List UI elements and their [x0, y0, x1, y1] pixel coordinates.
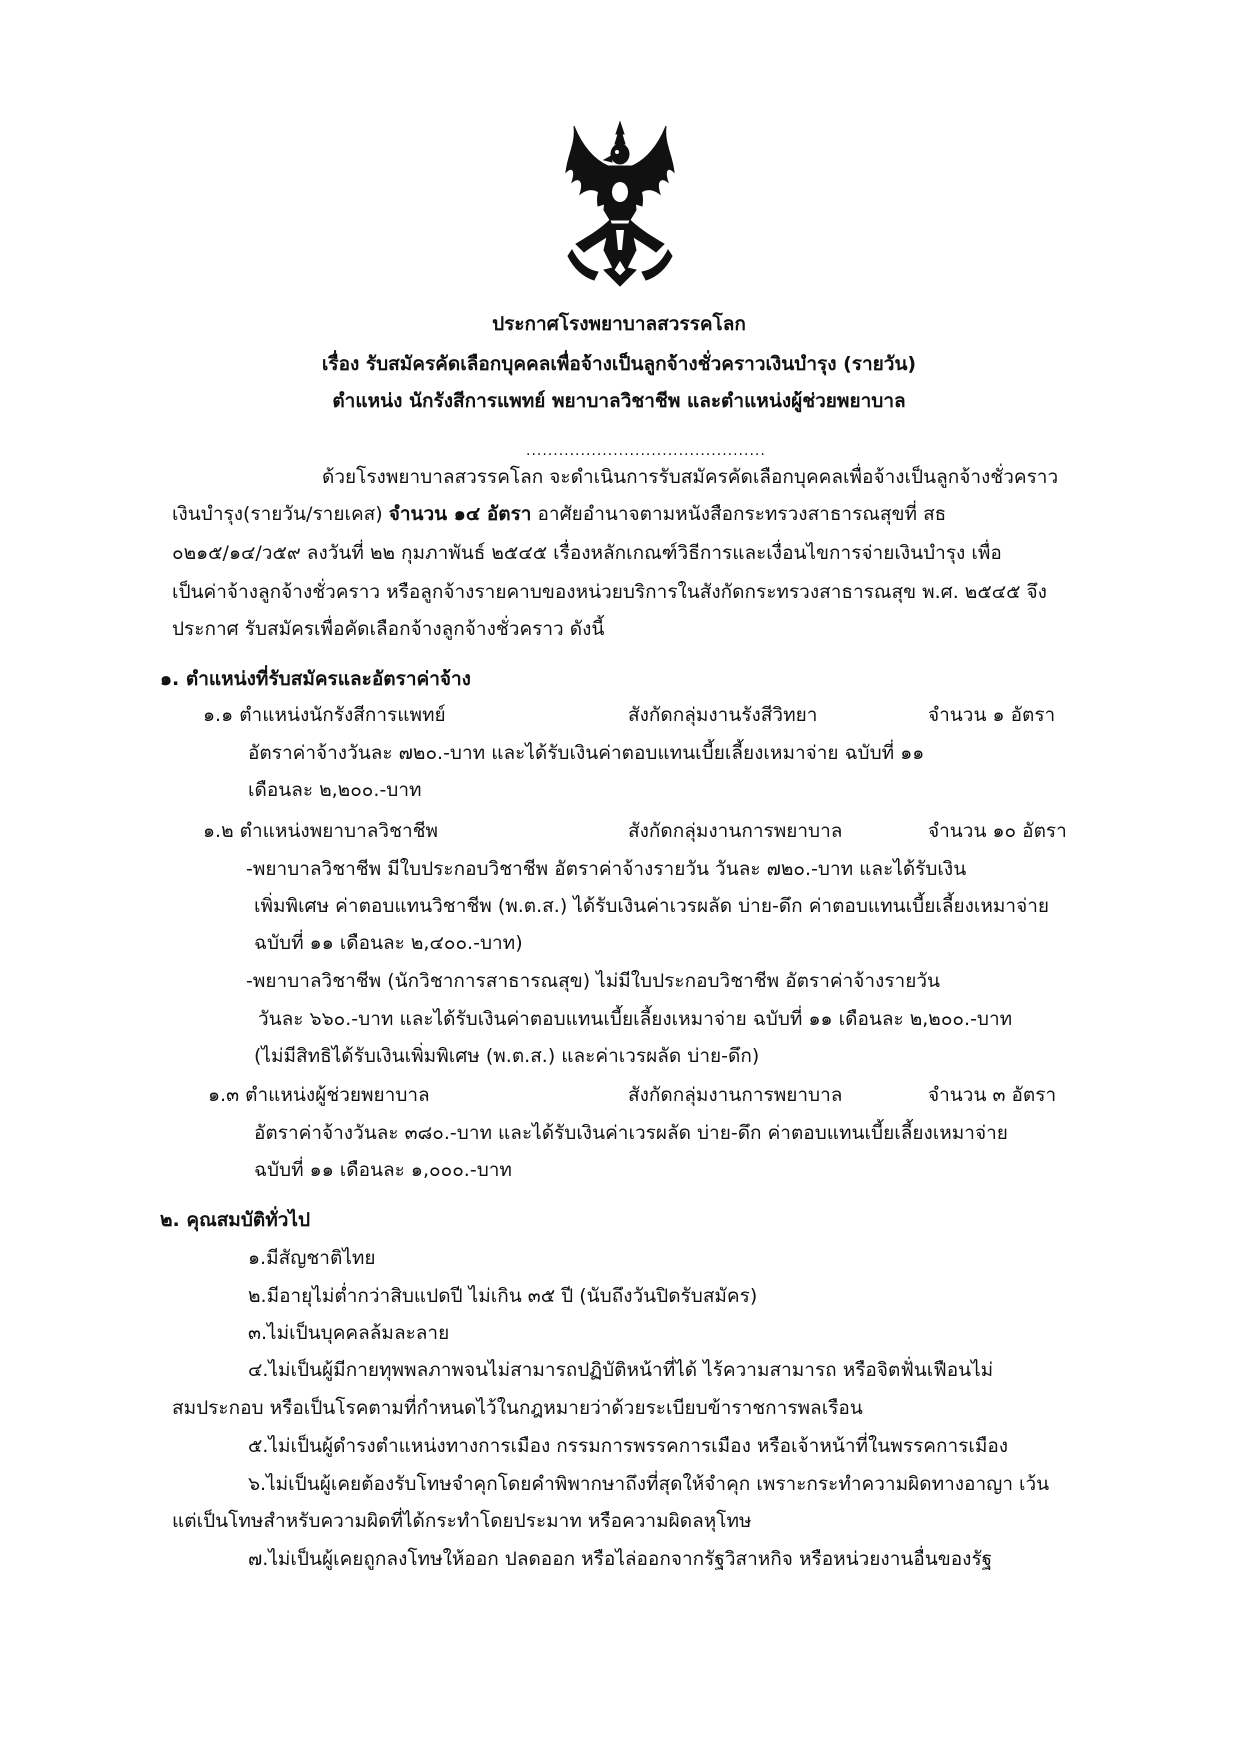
announcement-title: ประกาศโรงพยาบาลสวรรคโลก	[492, 313, 746, 335]
qualification-item: ๖.ไม่เป็นผู้เคยต้องรับโทษจำคุกโดยคำพิพากษาถึงที่สุดให้จำคุก เพราะกระทำความผิดทางอาญา เว้น	[248, 1473, 1050, 1495]
qualification-item: ๒.มีอายุไม่ต่ำกว่าสิบแปดปี ไม่เกิน ๓๕ ปี (นับถึงวันปิดรับสมัคร)	[248, 1285, 758, 1307]
qualification-item: สมประกอบ หรือเป็นโรคตามที่กำหนดไว้ในกฎหมายว่าด้วยระเบียบข้าราชการพลเรือน	[172, 1397, 863, 1419]
announcement-positions: ตำแหน่ง นักรังสีการแพทย์ พยาบาลวิชาชีพ และตำแหน่งผู้ช่วยพยาบาล	[332, 390, 906, 412]
position-title: ๑.๑ ตำแหน่งนักรังสีการแพทย์	[203, 704, 446, 726]
garuda-emblem-icon	[564, 120, 676, 290]
position-group: สังกัดกลุ่มงานรังสีวิทยา	[628, 704, 818, 726]
position-title: ๑.๒ ตำแหน่งพยาบาลวิชาชีพ	[203, 820, 439, 842]
position-count: จำนวน ๓ อัตรา	[928, 1084, 1057, 1106]
position-detail: เพิ่มพิเศษ ค่าตอบแทนวิชาชีพ (พ.ต.ส.) ได้รับเงินค่าเวรผลัด บ่าย-ดึก ค่าตอบแทนเบี้ยเลี้ยงเหมาจ่าย	[254, 895, 1050, 917]
position-title: ๑.๓ ตำแหน่งผู้ช่วยพยาบาล	[208, 1084, 430, 1106]
section-heading: ๑. ตำแหน่งที่รับสมัครและอัตราค่าจ้าง	[160, 668, 471, 690]
position-group: สังกัดกลุ่มงานการพยาบาล	[628, 1084, 843, 1106]
position-detail: วันละ ๖๖๐.-บาท และได้รับเงินค่าตอบแทนเบี้ยเลี้ยงเหมาจ่าย ฉบับที่ ๑๑ เดือนละ ๒,๒๐๐.-บาท	[258, 1008, 1013, 1030]
position-detail: ฉบับที่ ๑๑ เดือนละ ๒,๔๐๐.-บาท)	[254, 932, 523, 954]
qualification-item: ๑.มีสัญชาติไทย	[248, 1247, 376, 1269]
position-detail: -พยาบาลวิชาชีพ มีใบประกอบวิชาชีพ อัตราค่าจ้างรายวัน วันละ ๗๒๐.-บาท และได้รับเงิน	[246, 858, 967, 880]
position-detail: อัตราค่าจ้างวันละ ๗๒๐.-บาท และได้รับเงินค่าตอบแทนเบี้ยเลี้ยงเหมาจ่าย ฉบับที่ ๑๑	[248, 742, 925, 764]
announcement-subject: เรื่อง รับสมัครคัดเลือกบุคคลเพื่อจ้างเป็นลูกจ้างชั่วคราวเงินบำรุง (รายวัน)	[321, 353, 917, 375]
header-divider: ............................................	[526, 443, 766, 459]
intro-line: ด้วยโรงพยาบาลสวรรคโลก จะดำเนินการรับสมัครคัดเลือกบุคคลเพื่อจ้างเป็นลูกจ้างชั่วคราว	[322, 466, 1059, 488]
position-detail: อัตราค่าจ้างวันละ ๓๘๐.-บาท และได้รับเงินค่าเวรผลัด บ่าย-ดึก ค่าตอบแทนเบี้ยเลี้ยงเหมาจ่าย	[254, 1122, 1008, 1144]
qualification-item: ๕.ไม่เป็นผู้ดำรงตำแหน่งทางการเมือง กรรมการพรรคการเมือง หรือเจ้าหน้าที่ในพรรคการเมือง	[248, 1435, 1009, 1457]
position-detail: (ไม่มีสิทธิได้รับเงินเพิ่มพิเศษ (พ.ต.ส.) และค่าเวรผลัด บ่าย-ดึก)	[254, 1045, 760, 1067]
section-heading: ๒. คุณสมบัติทั่วไป	[160, 1209, 311, 1231]
intro-line: เงินบำรุง(รายวัน/รายเคส) จำนวน ๑๔ อัตรา อาศัยอำนาจตามหนังสือกระทรวงสาธารณสุขที่ สธ	[172, 503, 947, 525]
position-count: จำนวน ๑ อัตรา	[928, 704, 1056, 726]
intro-line: ประกาศ รับสมัครเพื่อคัดเลือกจ้างลูกจ้างชั่วคราว ดังนี้	[172, 618, 605, 640]
qualification-item: ๔.ไม่เป็นผู้มีกายทุพพลภาพจนไม่สามารถปฏิบัติหน้าที่ได้ ไร้ความสามารถ หรือจิตฟั่นเฟือนไม่	[248, 1359, 994, 1381]
intro-line: เป็นค่าจ้างลูกจ้างชั่วคราว หรือลูกจ้างรายคาบของหน่วยบริการในสังกัดกระทรวงสาธารณสุข พ.ศ. ๒๕๔๕ จึง	[172, 581, 1047, 603]
position-group: สังกัดกลุ่มงานการพยาบาล	[628, 820, 843, 842]
position-count: จำนวน ๑๐ อัตรา	[928, 820, 1067, 842]
qualification-item: ๗.ไม่เป็นผู้เคยถูกลงโทษให้ออก ปลดออก หรือไล่ออกจากรัฐวิสาหกิจ หรือหน่วยงานอื่นของรัฐ	[248, 1548, 993, 1570]
position-detail: เดือนละ ๒,๒๐๐.-บาท	[248, 779, 422, 801]
position-detail: ฉบับที่ ๑๑ เดือนละ ๑,๐๐๐.-บาท	[254, 1159, 512, 1181]
qualification-item: ๓.ไม่เป็นบุคคลล้มละลาย	[248, 1322, 450, 1344]
position-detail: -พยาบาลวิชาชีพ (นักวิชาการสาธารณสุข) ไม่มีใบประกอบวิชาชีพ อัตราค่าจ้างรายวัน	[246, 970, 940, 992]
qualification-item: แต่เป็นโทษสำหรับความผิดที่ได้กระทำโดยประมาท หรือความผิดลหุโทษ	[172, 1510, 752, 1532]
intro-line: ๐๒๑๕/๑๔/ว๕๙ ลงวันที่ ๒๒ กุมภาพันธ์ ๒๕๔๕ เรื่องหลักเกณฑ์วิธีการและเงื่อนไขการจ่ายเงินบำรุง เพื่อ	[172, 542, 1002, 564]
